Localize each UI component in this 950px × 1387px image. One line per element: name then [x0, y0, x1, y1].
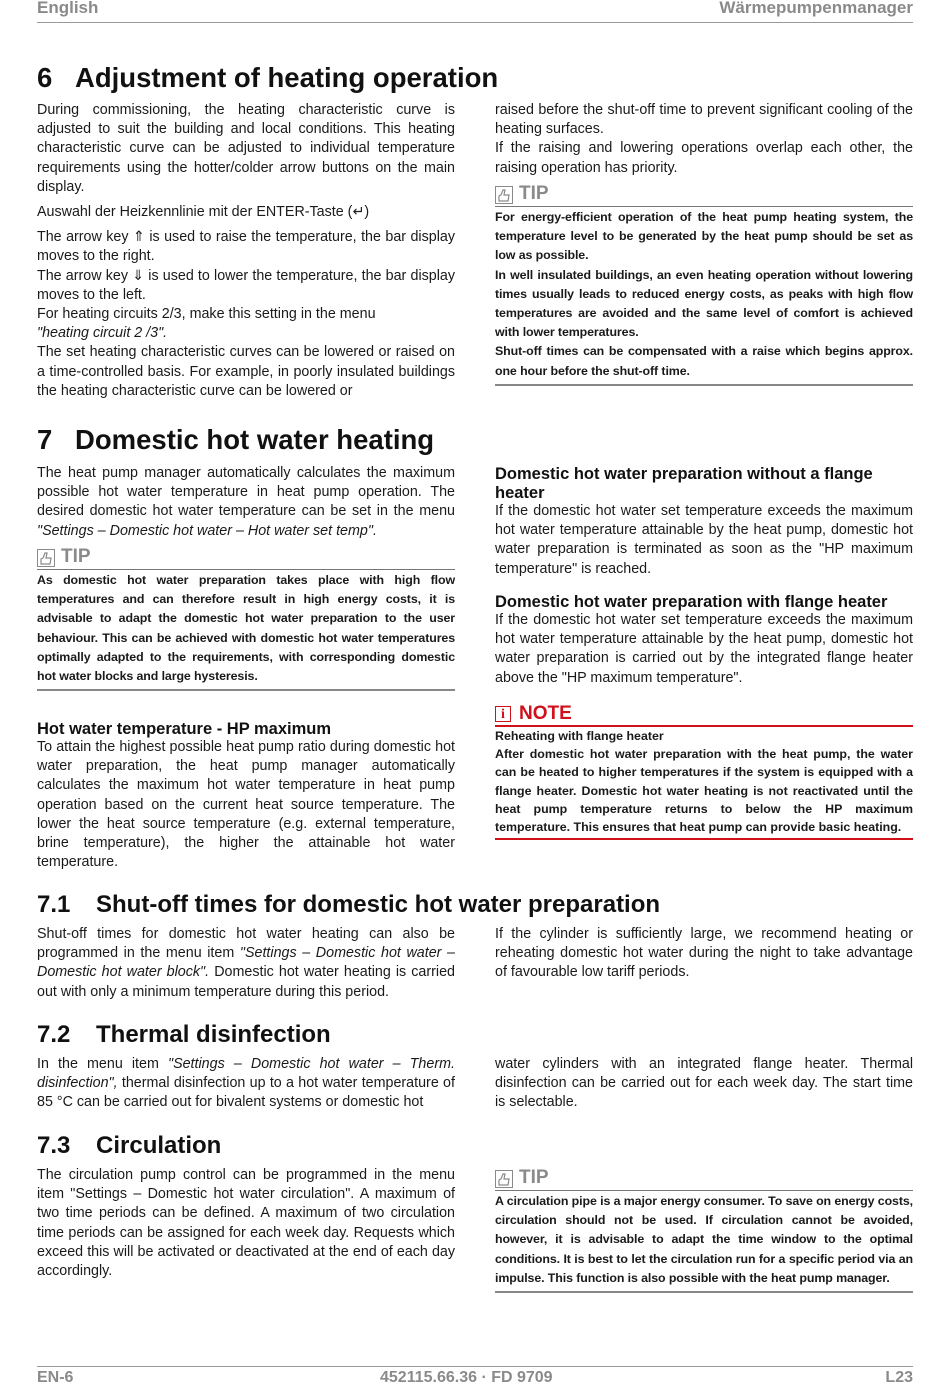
paragraph: raised before the shut-off time to prevent significant cooling of the heating surfaces.	[495, 102, 913, 138]
tip-box-circulation	[495, 1167, 913, 1293]
without-flange-text	[495, 502, 913, 579]
section-6-right-text	[495, 101, 913, 178]
header-language: English	[37, 0, 99, 17]
subheading-without-flange: Domestic hot water preparation without a flange heater	[495, 465, 873, 502]
section-6-heading: 6 Adjustment of heating operation	[37, 62, 499, 93]
paragraph: water cylinders with an integrated flange heater. Thermal disinfection can be carried out for each week day. The start time is selectable.	[495, 1056, 913, 1111]
hp-maximum-text	[37, 738, 455, 872]
paragraph: Auswahl der Heizkennlinie mit der ENTER-Taste (↵)	[37, 204, 370, 221]
paragraph: For heating circuits 2/3, make this setting in the menu "heating circuit 2 /3".	[37, 306, 376, 342]
footer-code: L23	[885, 1369, 913, 1386]
section-7-2-right-text	[495, 1055, 913, 1113]
paragraph: If the raising and lowering operations overlap each other, the raising operation has priority.	[495, 140, 913, 176]
footer-document-id: 452115.66.36 · FD 9709	[380, 1369, 553, 1386]
with-flange-text	[495, 611, 913, 688]
paragraph: To attain the highest possible heat pump ratio during domestic hot water preparation, the heat pump manager automatically calculates the maximum hot water temperature in heat pump operation based on the current heat source temperature. The lower the heat source temperature (e.g. external temperature, brine temperature), the higher the attainable hot water temperature.	[37, 739, 455, 871]
tip-paragraph: A circulation pipe is a major energy consumer. To save on energy costs, circulation should not be used. If circulation cannot be avoided, however, it is advisable to adapt the time window to the optimal conditions. It is best to let the circulation run for a specific period via an impulse. This function is also possible with the heat pump manager.	[495, 1194, 913, 1285]
page-footer	[37, 1366, 913, 1386]
section-7-2-heading: 7.2 Thermal disinfection	[37, 1021, 331, 1048]
info-icon: i	[495, 706, 511, 722]
paragraph: If the cylinder is sufficiently large, we recommend heating or reheating domestic hot water during the night to take advantage of favourable low tariff periods.	[495, 926, 913, 981]
paragraph: In the menu item "Settings – Domestic hot water – Therm. disinfection", thermal disinfection up to a hot water temperature of 85 °C can be carried out for bivalent systems or domestic hot	[37, 1056, 455, 1111]
paragraph: The heat pump manager automatically calculates the maximum possible hot water temperature in heat pump operation. The desired domestic hot water temperature can be set in the menu "Settings – Domestic hot water – Hot water set temp".	[37, 465, 455, 539]
note-title: NOTE	[519, 703, 572, 724]
tip-box-heating	[495, 183, 913, 386]
paragraph: The circulation pump control can be programmed in the menu item "Settings – Domestic hot water circulation". A maximum of two time periods can be defined. A maximum of two circulation time periods can be assigned for each week day. Requests which exceed this will be activated or deactivated at the end of each day accordingly.	[37, 1167, 455, 1280]
tip-paragraph: Shut-off times can be compensated with a raise which begins approx. one hour before the shut-off time.	[495, 344, 913, 378]
note-subtitle: Reheating with flange heater	[495, 729, 664, 743]
paragraph: The arrow key ⇓ is used to lower the temperature, the bar display moves to the left.	[37, 267, 455, 303]
tip-title: TIP	[61, 546, 91, 567]
section-7-3-heading: 7.3 Circulation	[37, 1132, 222, 1159]
tip-title: TIP	[519, 183, 549, 204]
subheading-with-flange: Domestic hot water preparation with flange heater	[495, 593, 888, 611]
tip-paragraph: For energy-efficient operation of the heat pump heating system, the temperature level to be generated by the heat pump should be set as low as possible.	[495, 210, 913, 263]
hand-pointer-icon	[495, 1170, 513, 1188]
header-product: Wärmepumpenmanager	[719, 0, 913, 17]
tip-paragraph: As domestic hot water preparation takes place with high flow temperatures and can therefore result in high energy costs, it is advisable to adapt the domestic hot water preparation to the user behaviour. This can be achieved with domestic hot water temperatures optimally adapted to the requirements, with corresponding domestic hot water blocks and large hysteresis.	[37, 573, 455, 684]
section-7-1-left-text	[37, 925, 455, 1002]
tip-paragraph: In well insulated buildings, an even heating operation without lowering times usually leads to reduced energy costs, as peaks with high flow temperatures are avoided and the same level of comfort is achieved with lower temperatures.	[495, 267, 913, 340]
paragraph: During commissioning, the heating characteristic curve is adjusted to suit the building and local conditions. This heating characteristic curve can be adjusted to individual temperature requirements using the hotter/colder arrow buttons on the main display.	[37, 102, 455, 195]
section-7-3-left-text	[37, 1166, 455, 1281]
section-7-intro	[37, 464, 455, 541]
subheading-hp-maximum: Hot water temperature - HP maximum	[37, 720, 332, 738]
paragraph: Shut-off times for domestic hot water heating can also be programmed in the menu item "Settings – Domestic hot water – Domestic hot water block". Domestic hot water heating is carried out with only a minimum temperature during this period.	[37, 926, 455, 1000]
section-6-left-text	[37, 101, 455, 401]
section-7-heading: 7 Domestic hot water heating	[37, 424, 435, 455]
page-header	[37, 0, 913, 23]
footer-page-number: EN-6	[37, 1369, 74, 1386]
tip-title: TIP	[519, 1167, 549, 1188]
tip-box-hot-water	[37, 546, 455, 691]
section-7-2-left-text	[37, 1055, 455, 1113]
paragraph: If the domestic hot water set temperature exceeds the maximum hot water temperature attainable by the heat pump, domestic hot water preparation is carried out by the integrated flange heater above the "HP maximum temperature".	[495, 612, 913, 686]
paragraph: The set heating characteristic curves can be lowered or raised on a time-controlled basis. For example, in poorly insulated buildings the heating characteristic curve can be lowered or	[37, 344, 455, 399]
note-paragraph: After domestic hot water preparation with the heat pump, the water can be heated to higher temperatures if the system is equipped with a flange heater. Domestic hot water heating is not reactivated until the heat pump temperature returns to below the HP maximum temperature. This ensures that heat pump can provide basic heating.	[495, 747, 913, 835]
section-7-1-right-text	[495, 925, 913, 983]
hand-pointer-icon	[495, 186, 513, 204]
hand-pointer-icon	[37, 549, 55, 567]
note-box	[495, 705, 913, 840]
paragraph: The arrow key ⇑ is used to raise the temperature, the bar display moves to the right.	[37, 229, 455, 265]
section-7-1-heading: 7.1 Shut-off times for domestic hot water preparation	[37, 891, 661, 918]
paragraph: If the domestic hot water set temperature exceeds the maximum hot water temperature attainable by the heat pump, domestic hot water preparation is terminated as soon as the "HP maximum temperature" is reached.	[495, 503, 913, 577]
